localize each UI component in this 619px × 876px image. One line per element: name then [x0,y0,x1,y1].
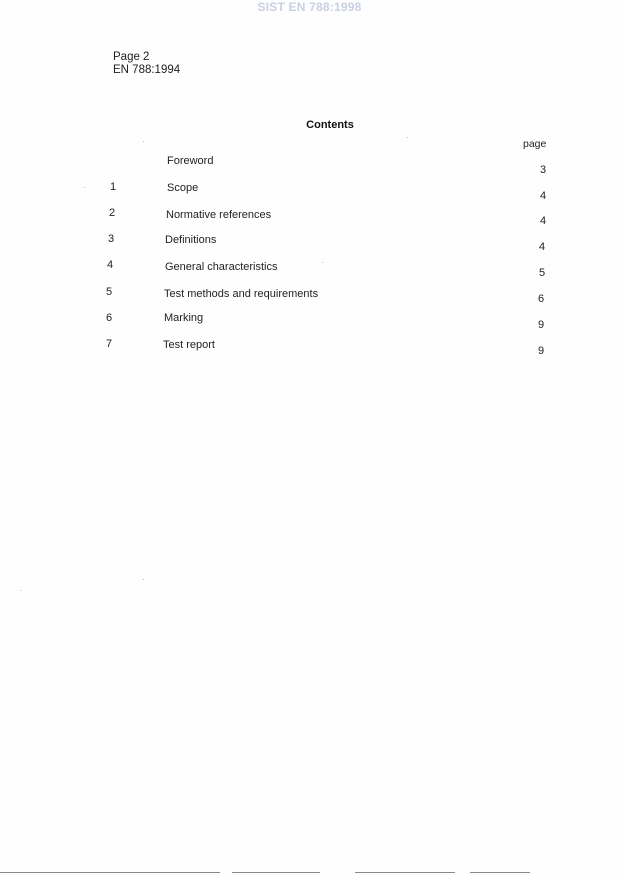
toc-entry-page: 4 [540,190,547,202]
page-column-label: page [523,138,547,150]
watermark: SIST EN 788:1998 [257,0,362,14]
toc-entry-title: Normative references [166,209,272,221]
toc-entry-title: Test report [163,339,215,351]
toc-entry-title: Test methods and requirements [164,288,319,300]
scan-edge-line [355,872,455,873]
toc-entry-page: 6 [538,293,545,305]
scan-edge-line [0,872,220,873]
toc-entry-page: 3 [540,164,547,176]
toc-entry-number: 2 [109,207,116,219]
scan-speck [143,141,144,142]
toc-entry-number: 5 [106,286,113,298]
toc-entry-title: Marking [164,312,204,324]
document-id: EN 788:1994 [113,64,181,76]
contents-title: Contents [306,119,354,131]
toc-entry-page: 9 [538,319,545,331]
scan-edge-line [232,872,320,873]
toc-entry-number: 7 [106,338,113,350]
toc-entry-title: Foreword [167,155,214,167]
scan-edge-line [470,872,530,873]
page-header [113,51,180,77]
toc-entry-page: 9 [538,345,545,357]
toc-entry-page: 4 [540,215,547,227]
scan-speck [143,579,144,580]
toc-entry-page: 4 [539,241,546,253]
page-number-label: Page 2 [113,51,150,63]
toc-entry-page: 5 [539,267,546,279]
toc-entry-number: 3 [108,233,115,245]
scan-speck [322,262,323,263]
toc-entry-number: 1 [110,181,117,193]
scan-speck [84,187,85,188]
toc-entry-title: Definitions [165,234,217,246]
toc-entry-title: Scope [167,182,199,194]
toc-entry-number: 6 [106,312,113,324]
toc-entry-title: General characteristics [165,261,278,273]
toc-entry-number: 4 [107,259,114,271]
scan-speck [407,137,408,138]
scan-speck [20,590,21,591]
